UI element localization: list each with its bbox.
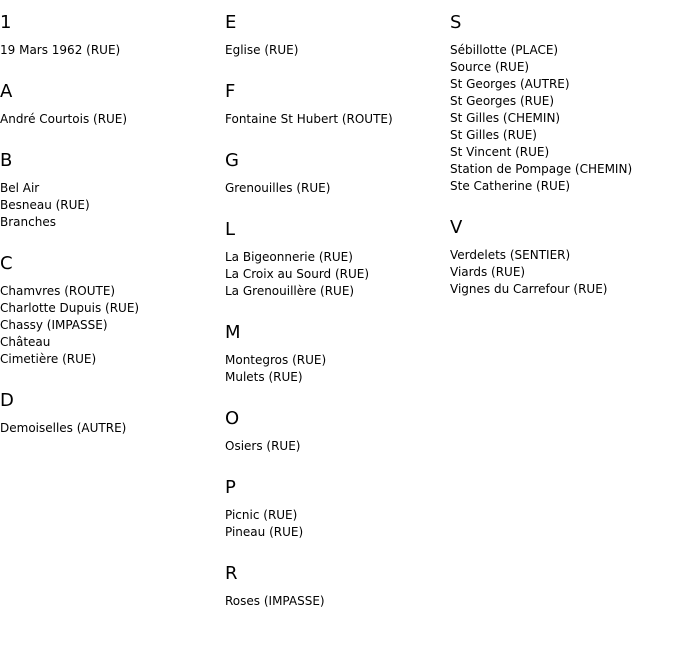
letter-group bbox=[0, 81, 225, 128]
letter-heading: R bbox=[225, 563, 238, 584]
street-list bbox=[0, 111, 225, 128]
street-item[interactable]: Pineau (RUE) bbox=[225, 525, 304, 539]
street-item[interactable]: St Georges (RUE) bbox=[450, 94, 555, 108]
street-item[interactable]: Picnic (RUE) bbox=[225, 508, 298, 522]
letter-group bbox=[225, 322, 450, 386]
letter-heading: G bbox=[225, 150, 239, 171]
letter-heading: C bbox=[0, 253, 13, 274]
street-item[interactable]: St Vincent (RUE) bbox=[450, 145, 550, 159]
street-item[interactable]: Chamvres (ROUTE) bbox=[0, 284, 116, 298]
street-list bbox=[450, 42, 675, 195]
street-list bbox=[450, 247, 675, 298]
street-item[interactable]: Viards (RUE) bbox=[450, 265, 526, 279]
street-list bbox=[225, 593, 450, 610]
letter-heading: O bbox=[225, 408, 240, 429]
street-item[interactable]: André Courtois (RUE) bbox=[0, 112, 128, 126]
street-item[interactable]: Ste Catherine (RUE) bbox=[450, 179, 571, 193]
letter-group bbox=[0, 390, 225, 437]
street-item[interactable]: Osiers (RUE) bbox=[225, 439, 301, 453]
index-column-1 bbox=[0, 0, 225, 437]
letter-group bbox=[225, 12, 450, 59]
letter-group bbox=[450, 217, 675, 298]
street-item[interactable]: Mulets (RUE) bbox=[225, 370, 303, 384]
street-list bbox=[225, 352, 450, 386]
street-list bbox=[225, 249, 450, 300]
street-item[interactable]: Eglise (RUE) bbox=[225, 43, 299, 57]
letter-group bbox=[225, 477, 450, 541]
street-item[interactable]: Fontaine St Hubert (ROUTE) bbox=[225, 112, 393, 126]
street-item[interactable]: Besneau (RUE) bbox=[0, 198, 90, 212]
letter-heading: D bbox=[0, 390, 14, 411]
street-item[interactable]: Chassy (IMPASSE) bbox=[0, 318, 108, 332]
letter-group bbox=[225, 81, 450, 128]
letter-heading: E bbox=[225, 12, 237, 33]
street-item[interactable]: Source (RUE) bbox=[450, 60, 530, 74]
street-item[interactable]: Vignes du Carrefour (RUE) bbox=[450, 282, 608, 296]
index-column-3 bbox=[450, 0, 675, 298]
letter-group bbox=[0, 12, 225, 59]
street-item[interactable]: Cimetière (RUE) bbox=[0, 352, 97, 366]
street-item[interactable]: Charlotte Dupuis (RUE) bbox=[0, 301, 140, 315]
street-list bbox=[225, 42, 450, 59]
letter-group bbox=[0, 253, 225, 368]
street-item[interactable]: Bel Air bbox=[0, 181, 40, 195]
letter-heading: P bbox=[225, 477, 236, 498]
street-list bbox=[225, 180, 450, 197]
street-item[interactable]: Sébillotte (PLACE) bbox=[450, 43, 559, 57]
letter-heading: F bbox=[225, 81, 236, 102]
letter-heading: S bbox=[450, 12, 462, 33]
street-item[interactable]: Roses (IMPASSE) bbox=[225, 594, 325, 608]
letter-group bbox=[225, 219, 450, 300]
street-item[interactable]: La Croix au Sourd (RUE) bbox=[225, 267, 370, 281]
letter-heading: L bbox=[225, 219, 236, 240]
letter-group bbox=[450, 12, 675, 195]
letter-group bbox=[225, 563, 450, 610]
street-item[interactable]: La Grenouillère (RUE) bbox=[225, 284, 355, 298]
street-list bbox=[225, 438, 450, 455]
street-list bbox=[0, 283, 225, 368]
street-item[interactable]: Station de Pompage (CHEMIN) bbox=[450, 162, 633, 176]
street-list bbox=[0, 180, 225, 231]
letter-heading: 1 bbox=[0, 12, 12, 33]
street-item[interactable]: Demoiselles (AUTRE) bbox=[0, 421, 127, 435]
letter-heading: B bbox=[0, 150, 13, 171]
street-item[interactable]: Montegros (RUE) bbox=[225, 353, 327, 367]
street-item[interactable]: Branches bbox=[0, 215, 56, 229]
street-item[interactable]: Grenouilles (RUE) bbox=[225, 181, 331, 195]
street-item[interactable]: St Georges (AUTRE) bbox=[450, 77, 570, 91]
letter-group bbox=[225, 408, 450, 455]
letter-heading: V bbox=[450, 217, 463, 238]
street-item[interactable]: St Gilles (RUE) bbox=[450, 128, 537, 142]
letter-group bbox=[225, 150, 450, 197]
street-item[interactable]: Château bbox=[0, 335, 51, 349]
street-list bbox=[225, 507, 450, 541]
street-item[interactable]: 19 Mars 1962 (RUE) bbox=[0, 43, 121, 57]
street-list bbox=[0, 420, 225, 437]
letter-group bbox=[0, 150, 225, 231]
letter-heading: A bbox=[0, 81, 13, 102]
street-item[interactable]: La Bigeonnerie (RUE) bbox=[225, 250, 353, 264]
index-column-2 bbox=[225, 0, 450, 610]
street-item[interactable]: St Gilles (CHEMIN) bbox=[450, 111, 561, 125]
letter-heading: M bbox=[225, 322, 241, 343]
street-list bbox=[225, 111, 450, 128]
street-list bbox=[0, 42, 225, 59]
street-item[interactable]: Verdelets (SENTIER) bbox=[450, 248, 571, 262]
